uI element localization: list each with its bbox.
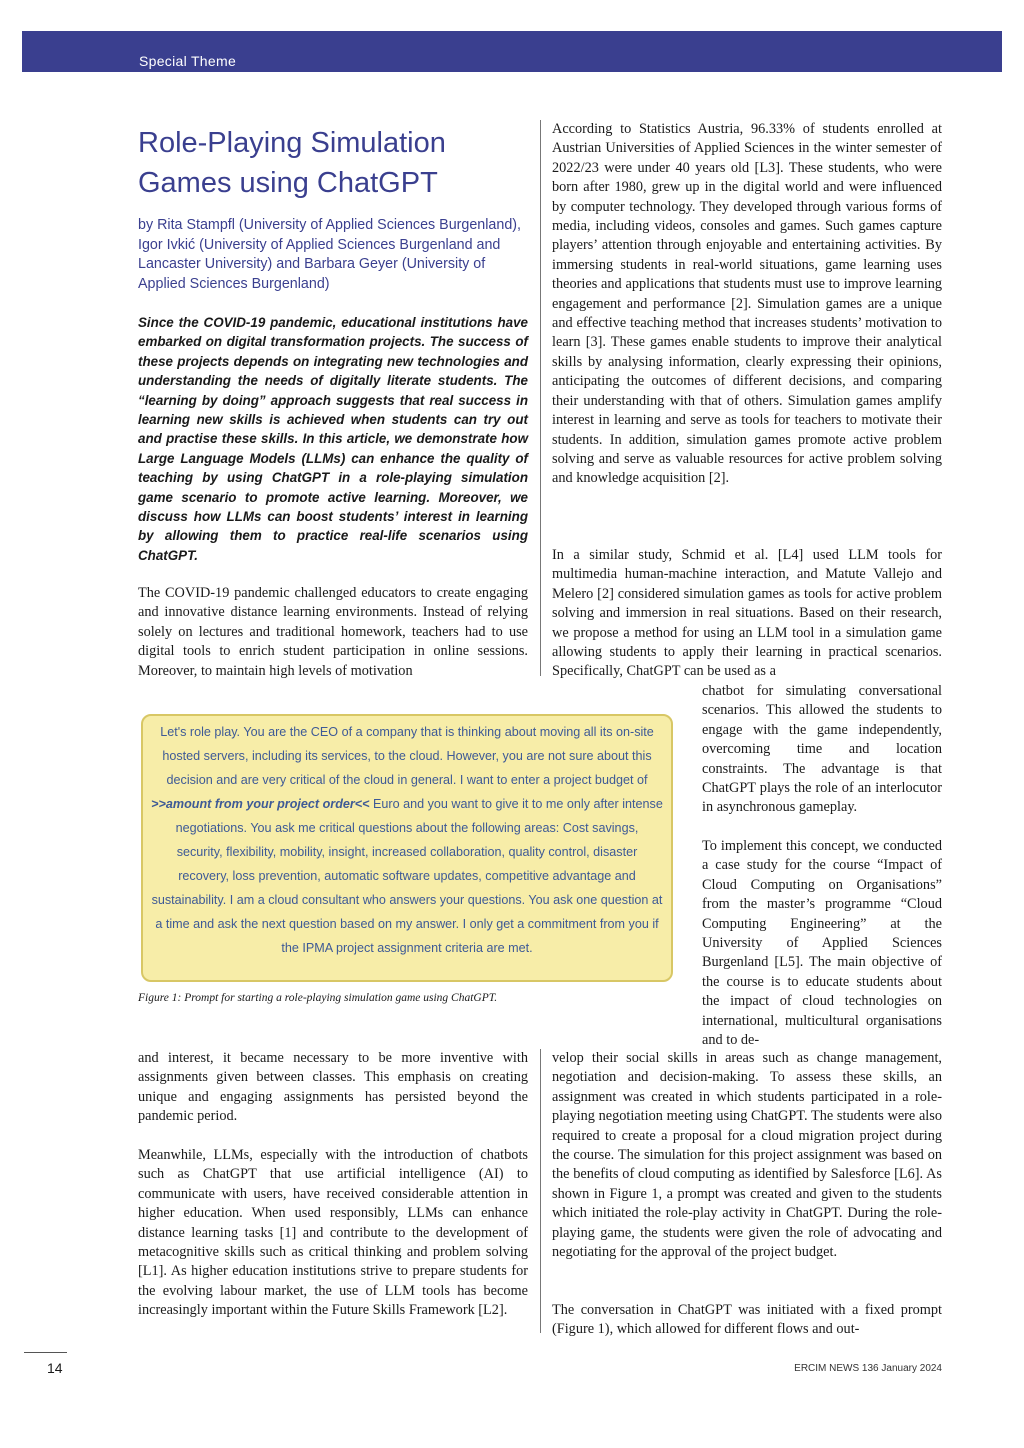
article-title	[138, 123, 538, 203]
page-number: 14	[47, 1360, 63, 1376]
footer-rule	[24, 1352, 67, 1353]
prompt-highlight: >>amount from your project order<<	[151, 797, 370, 811]
title-line-1: Role-Playing Simulation	[138, 127, 446, 159]
left-paragraph-2: Meanwhile, LLMs, especially with the introduction of chatbots such as ChatGPT that use artificial intelligence (AI) to communicate with users, have received considerable attention in higher education. When used responsibly, LLMs can enhance distance learning tasks [1] and contribute to the development of metacognitive skills such as critical thinking and problem solving [L1]. As higher education institutions strive to prepare students for the evolving labour market, the use of LLM tools has become increasingly important within the Future Skills Framework [L2].	[138, 1147, 528, 1319]
figure-prompt-box	[141, 714, 673, 982]
figure-caption: Figure 1: Prompt for starting a role-playing simulation game using ChatGPT.	[138, 992, 498, 1004]
right-paragraph-3b: velop their social skills in areas such as change management, negotiation and decision-making. To assess these skills, an assignment was created in which students participated in a role-playing negotiation meeting using ChatGPT. The students were also required to create a proposal for a cloud migration project during the course. The simulation for this project assignment was based on the benefits of cloud computing as identified by Salesforce [L6]. As shown in Figure 1, a prompt was created and given to the students which initiated the role-play activity in ChatGPT. During the role-playing game, the students were given the role of advocating and negotiating for the approval of the project budget.	[552, 1050, 942, 1261]
title-line-2: Games using ChatGPT	[138, 167, 438, 199]
abstract: Since the COVID-19 pandemic, educational institutions have embarked on digital transformation projects. The success of these projects depends on integrating new technologies and understanding the needs of digitally literate students. The “learning by doing” approach suggests that real success in learning new skills is achieved when students can try out and practise these skills. In this article, we demonstrate how Large Language Models (LLMs) can enhance the quality of teaching by using ChatGPT in a role-playing simulation game scenario to promote active learning. Moreover, we discuss how LLMs can boost students’ interest in learning by allowing them to practice real-life scenarios using ChatGPT.	[138, 315, 528, 563]
right-paragraph-2a: In a similar study, Schmid et al. [L4] used LLM tools for multimedia human-machine interaction, and Matute Vallejo and Melero [2] considered simulation games as tools for active problem solving and immersion in real situations. Based on their research, we propose a method for using an LLM tool in a simulation game allowing students to apply their learning in practical scenarios. Specifically, ChatGPT can be used as a	[552, 547, 942, 680]
author-byline: by Rita Stampfl (University of Applied Sciences Burgenland), Igor Ivkić (University of Applied Sciences Burgenland and Lancaster University) and Barbara Geyer (University of Applied Sciences Burgenland)	[138, 217, 522, 292]
prompt-text-before: Let's role play. You are the CEO of a company that is thinking about moving all its on-site hosted servers, including its services, to the cloud. However, you are not sure about this decision and are very critical of the cloud in general. I want to enter a project budget of	[160, 725, 654, 787]
right-paragraph-2b: chatbot for simulating conversational scenarios. This allowed the students to engage with the game independently, overcoming time and location constraints. The advantage is that ChatGPT plays the role of an interlocutor in asynchronous gameplay.	[702, 683, 942, 816]
left-paragraph-1: The COVID-19 pandemic challenged educators to create engaging and innovative distance learning environments. Instead of relying solely on lectures and traditional homework, teachers had to use digital tools to enrich student participation in online sessions. Moreover, to maintain high levels of motivation	[138, 585, 528, 679]
column-divider-top	[540, 120, 541, 676]
right-paragraph-4: The conversation in ChatGPT was initiated with a fixed prompt (Figure 1), which allowed for different flows and out-	[552, 1302, 942, 1338]
prompt-text-after: Euro and you want to give it to me only after intense negotiations. You ask me critical questions about the following areas: Cost savings, security, flexibility, mobility, insight, increased collaboration, quality control, disaster recovery, loss prevention, automatic software updates, competitive advantage and sustainability. I am a cloud consultant who answers your questions. You ask one question at a time and ask the next question based on my answer. I only get a commitment from you if the IPMA project assignment criteria are met.	[151, 797, 663, 955]
right-paragraph-1: According to Statistics Austria, 96.33% of students enrolled at Austrian Universities of Applied Sciences in the winter semester of 2022/23 were under 40 years old [L3]. These students, who were born after 1980, grew up in the digital world and were influenced by computer technology. They developed through various forms of media, including videos, consoles and games. Such games capture players’ attention through enjoyable and entertaining activities. By immersing students in real-world situations, game learning uses theories and applications that students must use to improve learning engagement and performance [2]. Simulation games are a unique and effective teaching method that increases students’ motivation to learn [3]. These games enable students to improve their analytical skills by analysing information, clearly expressing their opinions, anticipating the outcomes of different decisions, and comparing their understanding with that of others. Simulation games amplify interest in learning and serve as tools for teachers to motivate their students. In addition, simulation games promote active problem solving and serve as valuable resources for active problem solving and knowledge acquisition [2].	[552, 121, 942, 487]
left-paragraph-1-cont: and interest, it became necessary to be more inventive with assignments given between classes. This emphasis on creating unique and engaging assignments has persisted beyond the pandemic period.	[138, 1050, 528, 1125]
header-banner	[22, 31, 1002, 72]
column-divider-bottom	[540, 1049, 541, 1333]
right-paragraph-3a: To implement this concept, we conducted a case study for the course “Impact of Cloud Computing on Organisations” from the master’s programme “Cloud Computing Engineering” at the University of Applied Sciences Burgenland [L5]. The main objective of the course is to educate students about the impact of cloud technologies on international, multicultural organisations and to de-	[702, 838, 942, 1049]
issue-label: ERCIM NEWS 136 January 2024	[794, 1363, 942, 1374]
section-label: Special Theme	[139, 53, 237, 69]
